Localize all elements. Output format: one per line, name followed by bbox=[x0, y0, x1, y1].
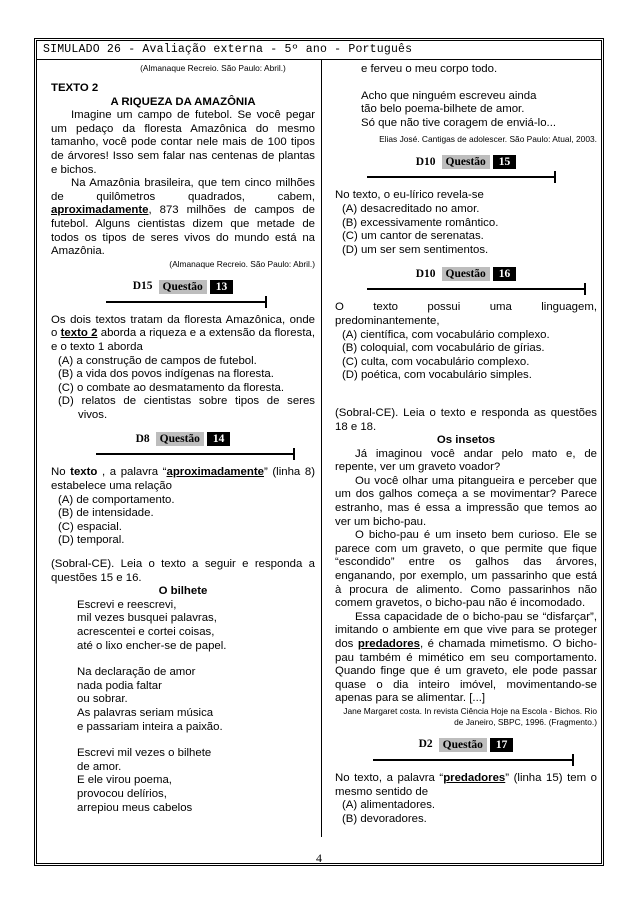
question-14-stem: No texto , a palavra “aproximadamente” (linha 8) estabelece uma relação bbox=[51, 466, 315, 493]
poem-source: Elias José. Cantigas de adolescer. São Paulo: Atual, 2003. bbox=[379, 134, 597, 145]
question-15-option-a: (A) desacreditado no amor. bbox=[342, 202, 480, 215]
texto2-paragraph-1: Imagine um campo de futebol. Se você pegar um pedaço da floresta Amazônica do mesmo tamanho, você pode contar nele mais de 100 tipos de árvores! Isso sem falar nas centenas de plantas e bichos. bbox=[51, 109, 315, 176]
question-label: Questão bbox=[442, 267, 490, 281]
question-label: Questão bbox=[156, 432, 204, 446]
insetos-paragraph-2: Ou você olhar uma pitangueira e perceber que um dos galhos começa a se movimentar? Parece estranho, mas é essa a impressão que temos ao ver um bicho-pau. bbox=[335, 474, 597, 528]
question-label: Questão bbox=[442, 155, 490, 169]
question-number: 17 bbox=[490, 738, 514, 752]
descriptor-code: D10 bbox=[415, 155, 436, 168]
question-label: Questão bbox=[439, 738, 487, 752]
page-number: 4 bbox=[316, 851, 322, 865]
question-17-header bbox=[335, 738, 597, 752]
question-15-option-d: (D) um ser sem sentimentos. bbox=[342, 243, 489, 256]
question-13-stem: Os dois textos tratam da floresta Amazônica, onde o texto 2 aborda a riqueza e a extensão da floresta, e o texto 1 aborda bbox=[51, 313, 315, 353]
texto2-label: TEXTO 2 bbox=[51, 82, 99, 94]
insetos-source: Jane Margaret costa. In revista Ciência Hoje na Escola - Bichos. Rio de Janeiro, SBPC, 1996. (Fragmento.) bbox=[343, 705, 597, 727]
question-13-option-d: (D) relatos de cientistas sobre tipos de seres vivos. bbox=[58, 395, 315, 421]
descriptor-code: D15 bbox=[132, 279, 153, 292]
poem-stanza-2: Na declaração de amor nada podia faltar ou sobrar. As palavras seriam música e passariam inteira a paixão. bbox=[77, 666, 223, 733]
question-15-rule bbox=[335, 171, 597, 183]
question-14-option-d: (D) temporal. bbox=[58, 534, 125, 547]
question-15-stem: No texto, o eu-lírico revela-se bbox=[335, 189, 484, 202]
question-16-option-c: (C) culta, com vocabulário complexo. bbox=[342, 355, 530, 368]
poem-stanza-4: Acho que ninguém escreveu ainda tão belo poema-bilhete de amor. Só que não tive coragem de enviá-lo... bbox=[361, 89, 557, 129]
question-14-rule bbox=[51, 448, 315, 460]
source-citation-top: (Almanaque Recreio. São Paulo: Abril.) bbox=[140, 63, 286, 73]
instructions-15-16: (Sobral-CE). Leia o texto a seguir e responda a questões 15 e 16. bbox=[51, 558, 315, 584]
question-17-option-b: (B) devoradores. bbox=[342, 812, 427, 825]
question-16-option-b: (B) coloquial, com vocabulário de gírias. bbox=[342, 342, 545, 355]
question-16-rule bbox=[335, 283, 597, 295]
question-13-option-a: (A) a construção de campos de futebol. bbox=[58, 354, 257, 367]
question-17-rule bbox=[335, 754, 597, 766]
bilhete-title: O bilhete bbox=[158, 585, 208, 598]
question-14-option-c: (C) espacial. bbox=[58, 520, 122, 533]
highlighted-word: aproximadamente bbox=[51, 204, 149, 217]
insetos-paragraph-3: O bicho-pau é um inseto bem curioso. Ele se parece com um graveto, o que permite que fique “escondido” entre os galhos das árvores, enganando, por exemplo, um passarinho que está à procura de alimento. Como passarinhos não comem gravetos, o bicho-pau não é incomodado. bbox=[335, 529, 597, 610]
question-14-option-b: (B) de intensidade. bbox=[58, 507, 154, 520]
question-15-header bbox=[335, 155, 597, 169]
question-17-option-a: (A) alimentadores. bbox=[342, 799, 436, 812]
descriptor-code: D2 bbox=[418, 738, 433, 751]
question-13-header bbox=[51, 280, 315, 294]
descriptor-code: D8 bbox=[135, 432, 150, 445]
texto2-title: A RIQUEZA DA AMAZÔNIA bbox=[110, 95, 256, 108]
question-13-option-b: (B) a vida dos povos indígenas na floresta. bbox=[58, 368, 274, 381]
question-17-stem: No texto, a palavra “predadores” (linha 15) tem o mesmo sentido de bbox=[335, 771, 597, 798]
question-label: Questão bbox=[159, 280, 207, 294]
question-16-option-d: (D) poética, com vocabulário simples. bbox=[342, 369, 532, 382]
descriptor-code: D10 bbox=[415, 267, 436, 280]
poem-stanza-3: Escrevi mil vezes o bilhete de amor. E ele virou poema, provocou delírios, arrepiou meus cabelos bbox=[77, 747, 212, 814]
insetos-paragraph-4: Essa capacidade de o bicho-pau se “disfarçar”, imitando o ambiente em que vive para se proteger dos predadores, é chamada mimetismo. O bicho-pau também é mimético em seu comportamento. Quando finge que é um graveto, ele pode passar quase o dia inteiro imóvel, movimentando-se apenas para se alimentar. [...] bbox=[335, 610, 597, 705]
question-15-option-c: (C) um cantor de serenatas. bbox=[342, 230, 484, 243]
insetos-title: Os insetos bbox=[436, 434, 496, 447]
left-column bbox=[51, 63, 315, 815]
instructions-17-18: (Sobral-CE). Leia o texto e responda as questões 18 e 18. bbox=[335, 406, 597, 433]
question-16-option-a: (A) científica, com vocabulário complexo. bbox=[342, 328, 550, 341]
question-16-stem-line: O texto possui uma linguagem, predominantemente, bbox=[335, 301, 597, 327]
texto2-paragraph-2: Na Amazônia brasileira, que tem cinco milhões de quilômetros quadrados, cabem, aproximadamente, 873 milhões de campos de futebol. Alguns cientistas dizem que metade de todos os tipos de seres vivos do mundo está na Amazônia. bbox=[51, 177, 315, 258]
question-number: 15 bbox=[493, 155, 517, 169]
poem-stanza-1: Escrevi e reescrevi, mil vezes busquei palavras, acrescentei e cortei coisas, até o lixo encher-se de papel. bbox=[77, 598, 227, 652]
page-frame bbox=[34, 38, 604, 866]
question-13-option-c: (C) o combate ao desmatamento da floresta. bbox=[58, 381, 285, 394]
question-number: 14 bbox=[207, 432, 231, 446]
question-13-rule bbox=[51, 296, 315, 308]
question-15-option-b: (B) excessivamente romântico. bbox=[342, 216, 499, 229]
right-column bbox=[335, 63, 597, 826]
insetos-paragraph-1: Já imaginou você andar pelo mato e, de repente, ver um graveto voador? bbox=[335, 447, 597, 474]
question-14-option-a: (A) de comportamento. bbox=[58, 493, 175, 506]
source-citation-texto2: (Almanaque Recreio. São Paulo: Abril.) bbox=[169, 258, 315, 269]
question-14-header bbox=[51, 432, 315, 446]
page-header: SIMULADO 26 - Avaliação externa - 5º ano - Português bbox=[37, 41, 601, 60]
highlighted-word: predadores bbox=[357, 638, 420, 650]
question-number: 16 bbox=[493, 267, 517, 281]
column-divider bbox=[321, 59, 322, 837]
question-number: 13 bbox=[210, 280, 234, 294]
poem-stanza-3-end: e ferveu o meu corpo todo. bbox=[361, 63, 498, 75]
question-16-header bbox=[335, 267, 597, 281]
